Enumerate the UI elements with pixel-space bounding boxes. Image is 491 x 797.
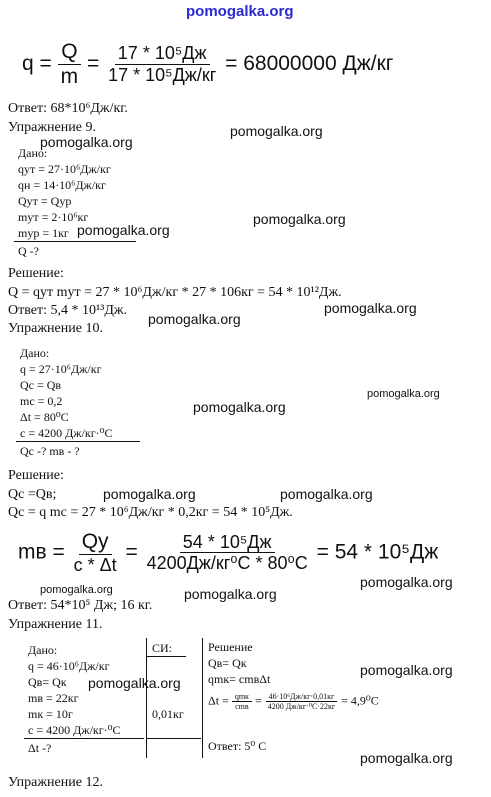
given-line: q = 27·10⁶Дж/кг — [20, 362, 102, 376]
fraction — [71, 530, 120, 576]
formula-lhs: Δt = — [208, 693, 229, 708]
answer-9: Ответ: 5,4 * 10¹³Дж. — [8, 303, 128, 318]
answer-11: Ответ: 5⁰ C — [208, 739, 267, 753]
numerator: 17 * 10⁵Дж — [115, 43, 210, 65]
divider — [14, 241, 136, 242]
watermark: pomogalka.org — [367, 388, 440, 400]
watermark: pomogalka.org — [230, 123, 323, 139]
watermark: pomogalka.org — [193, 399, 286, 415]
equals-sign: = — [254, 693, 262, 708]
fraction — [105, 43, 219, 85]
numerator: 54 * 10⁵Дж — [180, 532, 275, 554]
numerator: 46·10⁶Дж/кг·0,01кг — [266, 692, 338, 702]
exercise-9-title: Упражнение 9. — [8, 120, 96, 135]
given-line: Qв= Qк — [28, 675, 67, 689]
fraction — [265, 692, 338, 711]
answer-8: Ответ: 68*10⁶Дж/кг. — [8, 101, 128, 116]
divider — [16, 441, 140, 442]
watermark: pomogalka.org — [253, 211, 346, 227]
solution-label: Решение — [208, 640, 253, 654]
solution-line: Qс =Qв; — [8, 487, 57, 502]
formula-mv — [18, 530, 438, 576]
formula-result: = 54 * 10⁵Дж — [316, 540, 439, 564]
equals-sign: = — [86, 52, 100, 76]
find-line: Δt -? — [28, 741, 52, 755]
given-line: mс = 0,2 — [20, 394, 63, 408]
watermark: pomogalka.org — [40, 584, 113, 596]
watermark: pomogalka.org — [88, 675, 181, 691]
given-label: Дано: — [20, 346, 50, 360]
divider — [24, 738, 144, 739]
fraction — [232, 692, 252, 711]
watermark: pomogalka.org — [280, 486, 373, 502]
given-line: Qс = Qв — [20, 378, 62, 392]
formula-lhs: mв = — [18, 540, 65, 564]
given-line: mк = 10г — [28, 707, 73, 721]
given-line: qн = 14·10⁶Дж/кг — [18, 178, 106, 192]
exercise-10-title: Упражнение 10. — [8, 321, 103, 336]
formula-lhs: q = — [22, 52, 52, 76]
given-line: Qут = Qур — [18, 194, 72, 208]
equals-sign: = — [125, 540, 138, 564]
watermark: pomogalka.org — [360, 662, 453, 678]
denominator: 17 * 10⁵Дж/кг — [108, 65, 217, 86]
solution-line: qmк= cmвΔt — [208, 672, 271, 686]
formula-q — [22, 40, 393, 89]
watermark: pomogalka.org — [77, 222, 170, 238]
numerator: Qу — [79, 530, 112, 555]
formula-result: = 4,9⁰C — [341, 693, 379, 708]
watermark: pomogalka.org — [184, 586, 277, 602]
si-value: 0,01кг — [152, 707, 184, 721]
given-line: mв = 22кг — [28, 691, 79, 705]
answer-10: Ответ: 54*10⁵ Дж; 16 кг. — [8, 598, 153, 613]
solution-formula — [208, 692, 379, 711]
numerator: Q — [58, 40, 80, 65]
watermark-top: pomogalka.org — [186, 3, 294, 20]
solution-label: Решение: — [8, 468, 64, 483]
divider — [146, 738, 201, 739]
solution-line: Q = qут mут = 27 * 10⁶Дж/кг * 27 * 106кг = 54 * 10¹²Дж. — [8, 285, 342, 300]
denominator: 4200Дж/кг⁰С * 80⁰С — [146, 553, 308, 574]
watermark: pomogalka.org — [324, 300, 417, 316]
exercise-12-title: Упражнение 12. — [8, 775, 103, 790]
watermark: pomogalka.org — [103, 486, 196, 502]
numerator: qmк — [232, 692, 252, 702]
exercise-11-title: Упражнение 11. — [8, 617, 103, 632]
given-line: q = 46·10⁶Дж/кг — [28, 659, 110, 673]
watermark: pomogalka.org — [360, 750, 453, 766]
given-line: mут = 2·10⁶кг — [18, 210, 89, 224]
solution-line: Qв= Qк — [208, 656, 247, 670]
given-line: c = 4200 Дж/кг·⁰C — [20, 426, 113, 440]
si-label: СИ: — [152, 641, 173, 655]
given-line: Δt = 80⁰C — [20, 410, 69, 424]
watermark: pomogalka.org — [40, 134, 133, 150]
find-line: Qс -? mв - ? — [20, 444, 80, 458]
fraction — [144, 532, 311, 574]
find-line: Q -? — [18, 244, 39, 258]
solution-label: Решение: — [8, 266, 64, 281]
column-divider — [202, 638, 203, 758]
watermark: pomogalka.org — [148, 311, 241, 327]
given-label: Дано: — [18, 146, 48, 160]
fraction — [58, 40, 82, 89]
denominator: cmв — [235, 702, 249, 712]
given-line: c = 4200 Дж/кг·⁰C — [28, 723, 121, 737]
denominator: 4200 Дж/кг·⁰С·22кг — [267, 702, 336, 712]
denominator: c * Δt — [73, 555, 117, 576]
given-label: Дано: — [28, 643, 58, 657]
watermark: pomogalka.org — [360, 574, 453, 590]
given-line: mур = 1кг — [18, 226, 69, 240]
divider — [146, 656, 186, 657]
formula-result: = 68000000 Дж/кг — [225, 52, 394, 76]
denominator: m — [60, 65, 79, 89]
given-line: qут = 27·10⁶Дж/кг — [18, 162, 111, 176]
solution-line: Qс = q mс = 27 * 10⁶Дж/кг * 0,2кг = 54 * 10⁵Дж. — [8, 505, 293, 520]
